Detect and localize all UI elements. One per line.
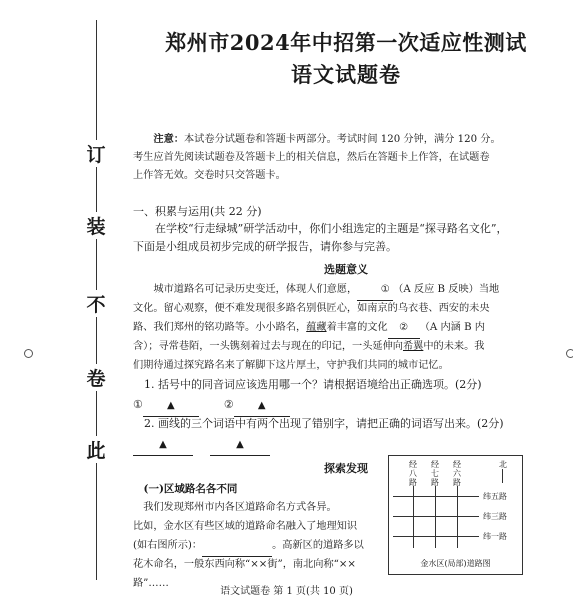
road-map-figure <box>388 455 523 575</box>
map-label-jing8: 经八路 <box>409 460 417 487</box>
blank-1: ① <box>357 281 393 301</box>
notice-line-2: 考生应首先阅读试题卷及答题卡上的相关信息，然后在答题卡上作答，在试题卷 <box>133 152 490 163</box>
intro-line-2: 下面是小组成员初步完成的研学报告，请你参与完善。 <box>133 240 397 253</box>
blank-2: ② <box>388 319 420 339</box>
map-road-wei5 <box>393 496 479 497</box>
para-line-4: 含）；寻常巷陌，一头镌刻着过去与现在的印记，一头延伸向希翼中的未来。我 <box>133 341 485 352</box>
map-label-wei5: 纬五路 <box>483 492 507 501</box>
punch-hole-right <box>566 349 573 358</box>
underlined-word-2: 希翼 <box>402 341 424 352</box>
para-line-2: 文化。留心观察，便不难发现很多路名别俱匠心，如南京的乌衣巷、西安的未央 <box>133 303 490 314</box>
body-line-1: 我们发现郑州市内各区道路命名方式各异。 <box>143 502 337 513</box>
question-2: 2. 画线的三个词语中有两个出现了错别字，请把正确的词语写出来。(2分) <box>144 417 504 430</box>
binding-margin <box>0 0 120 603</box>
answer-blank-2[interactable]: ▲ <box>234 397 290 417</box>
answer-blank-4[interactable]: ▲ <box>210 436 270 456</box>
para-line-3: 路、我们郑州的铭功路等。小小路名，蕴藏着丰富的文化 ② （A 内涵 B 内 <box>133 319 559 339</box>
question-1: 1. 括号中的同音词应该选用哪一个？请根据语境给出正确选项。(2分) <box>144 378 482 391</box>
map-road-wei1 <box>393 536 479 537</box>
map-label-wei1: 纬一路 <box>483 532 507 541</box>
question-2-answer-line <box>133 435 559 456</box>
notice-line-1: 注意：本试卷分试题卷和答题卡两部分。考试时间 120 分钟，满分 120 分。 <box>153 133 501 145</box>
map-label-jing7: 经七路 <box>431 460 439 487</box>
exam-subtitle: 语文试题卷 <box>291 62 401 87</box>
binding-char-ding: 订 <box>83 140 109 167</box>
heading-xuanti: 选题意义 <box>324 263 368 276</box>
punch-hole-left <box>24 349 33 358</box>
body-line-4: 花木命名，一般东西向称“××街”，南北向称“×× <box>133 559 356 570</box>
answer-blank-3[interactable]: ▲ <box>133 436 193 456</box>
binding-char-zhuang: 装 <box>83 212 109 239</box>
subsection-1: (一)区域路名各不同 <box>143 483 238 495</box>
map-road-wei3 <box>393 516 479 517</box>
body-line-5: 路”…… <box>133 578 169 589</box>
intro-line-1: 在学校“行走绿城”研学活动中，你们小组选定的主题是“探寻路名文化”， <box>155 222 508 235</box>
para-line-5: 们期待通过探究路名来了解脚下这片厚土，守护我们共同的城市记忆。 <box>133 360 449 371</box>
map-label-wei3: 纬三路 <box>483 512 507 521</box>
page-footer: 语文试题卷 第 1 页(共 10 页) <box>220 586 353 597</box>
answer-blank-5[interactable] <box>202 537 272 557</box>
binding-char-bu: 不 <box>83 290 109 317</box>
north-label: 北 <box>499 460 507 469</box>
binding-char-ci: 此 <box>83 436 109 463</box>
body-line-2: 比如，金水区有些区域的道路命名融入了地理知识 <box>133 521 358 532</box>
binding-char-juan: 卷 <box>83 364 109 391</box>
map-label-jing6: 经六路 <box>453 460 461 487</box>
notice-block <box>133 130 559 185</box>
north-arrow-icon <box>502 469 503 483</box>
exam-title: 郑州市2024年中招第一次适应性测试 <box>165 30 527 55</box>
notice-line-3: 上作答无效。交卷时只交答题卡。 <box>133 170 286 181</box>
section-1-heading: 一、积累与运用(共 22 分) <box>133 205 262 218</box>
question-1-answer-line: ① ▲ ② ▲ <box>133 396 559 417</box>
body-line-3: (如右图所示)： 。高新区的道路多以 <box>133 537 383 557</box>
underlined-word-1: 蕴藏 <box>306 322 327 333</box>
heading-tansuo: 探索发现 <box>324 462 368 475</box>
notice-label: 注意： <box>153 133 184 145</box>
map-caption: 金水区(局部)道路图 <box>420 559 491 568</box>
para-line-1: 城市道路名可记录历史变迁，体现人们意愿， ① （A 反应 B 反映）当地 <box>133 281 559 301</box>
answer-blank-1[interactable]: ▲ <box>143 397 199 417</box>
